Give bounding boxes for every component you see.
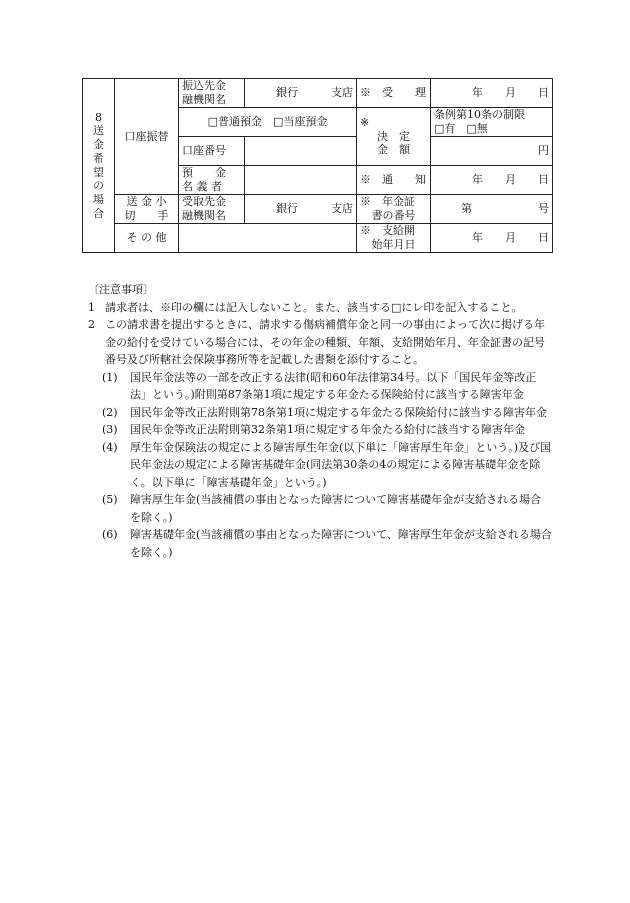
kettei-label: ※ 決 定 金 額 bbox=[357, 108, 431, 166]
uketori-date-field[interactable]: 年 月 日 bbox=[431, 79, 553, 108]
yokin-meigi-label: 預 金 名 義 者 bbox=[179, 166, 245, 195]
note-sub-item: (6) 障害基礎年金(当該補償の事由となった障害について、障害厚生年金が支給される場合を除く。) bbox=[102, 528, 552, 559]
note-sub-item: (2) 国民年金等改正法附則第78条第1項に規定する年金たる保険給付に該当する障害年金 bbox=[102, 405, 547, 419]
note-item-2: 2 この請求書を提出するときに、請求する傷病補償年金と同一の事由によって次に掲げる年金の給付を受けている場合には、その年金の種類、年額、支給開始年月、年金証書の記号番号及び所轄社会保険事務所等を記載した書類を添付すること。 bbox=[88, 318, 545, 366]
shikyu-date-field[interactable]: 年 月 日 bbox=[431, 224, 553, 253]
account-type-checkboxes[interactable]: □普通預金 □当座預金 bbox=[179, 108, 357, 137]
notes-heading: 〔注意事項〕 bbox=[88, 283, 154, 296]
koza-bango-label: 口座番号 bbox=[179, 137, 245, 166]
note-sub-item: (3) 国民年金等改正法附則第32条第1項に規定する年金たる給付に該当する障害年金 bbox=[102, 423, 525, 436]
nenkin-number-field[interactable]: 第 号 bbox=[431, 195, 553, 224]
note-sub-item: (5) 障害厚生年金(当該補償の事由となった障害について障害基礎年金が支給される場合を除く。) bbox=[102, 493, 542, 524]
section-label: 8 送 金 希 望 の 場 合 bbox=[83, 79, 115, 253]
koza-furikae-label: 口座振替 bbox=[115, 79, 179, 195]
yokin-meigi-field[interactable] bbox=[245, 166, 357, 195]
kettei-amount-field[interactable]: 円 bbox=[431, 137, 553, 166]
soukin-kogitte-label: 送 金 小 切 手 bbox=[115, 195, 179, 224]
sonota-label: そ の 他 bbox=[115, 224, 179, 253]
remittance-table bbox=[82, 78, 553, 253]
note-item-1: 1 請求者は、※印の欄には記入しないこと。また、該当する□にレ印を記入すること。 bbox=[88, 300, 523, 314]
bank-branch-field-1[interactable]: 銀行 支店 bbox=[245, 79, 357, 108]
tsuchi-date-field[interactable]: 年 月 日 bbox=[431, 166, 553, 195]
sonota-field[interactable] bbox=[179, 224, 357, 253]
bank-branch-field-2[interactable]: 銀行 支店 bbox=[245, 195, 357, 224]
koza-bango-field[interactable] bbox=[245, 137, 357, 166]
note-sub-item: (4) 厚生年金保険法の規定による障害厚生年金(以下単に「障害厚生年金」という。)及び国民年金法の規定による障害基礎年金(同法第30条の4の規定による障害基礎年金を除く。以下単に「障害基礎年金」という。) bbox=[102, 440, 552, 489]
furikomi-bank-label: 振込先金 融機関名 bbox=[179, 79, 245, 108]
jourei-field[interactable]: 条例第10条の制限 □有 □無 bbox=[431, 108, 553, 137]
nenkin-label: ※ 年金証 書の番号 bbox=[357, 195, 431, 224]
uketori-bank-label: 受取先金 融機関名 bbox=[179, 195, 245, 224]
uketori-label: ※ 受 理 bbox=[357, 79, 431, 108]
tsuchi-label: ※ 通 知 bbox=[357, 166, 431, 195]
shikyu-label: ※ 支給開 始年月日 bbox=[357, 224, 431, 253]
umu-checkboxes[interactable]: □有 □無 bbox=[434, 122, 488, 135]
note-sub-item: (1) 国民年金法等の一部を改正する法律(昭和60年法律第34号。以下「国民年金等改正法」という。)附則第87条第1項に規定する年金たる保険給付に該当する障害年金 bbox=[102, 370, 537, 401]
notes-section bbox=[88, 281, 552, 561]
